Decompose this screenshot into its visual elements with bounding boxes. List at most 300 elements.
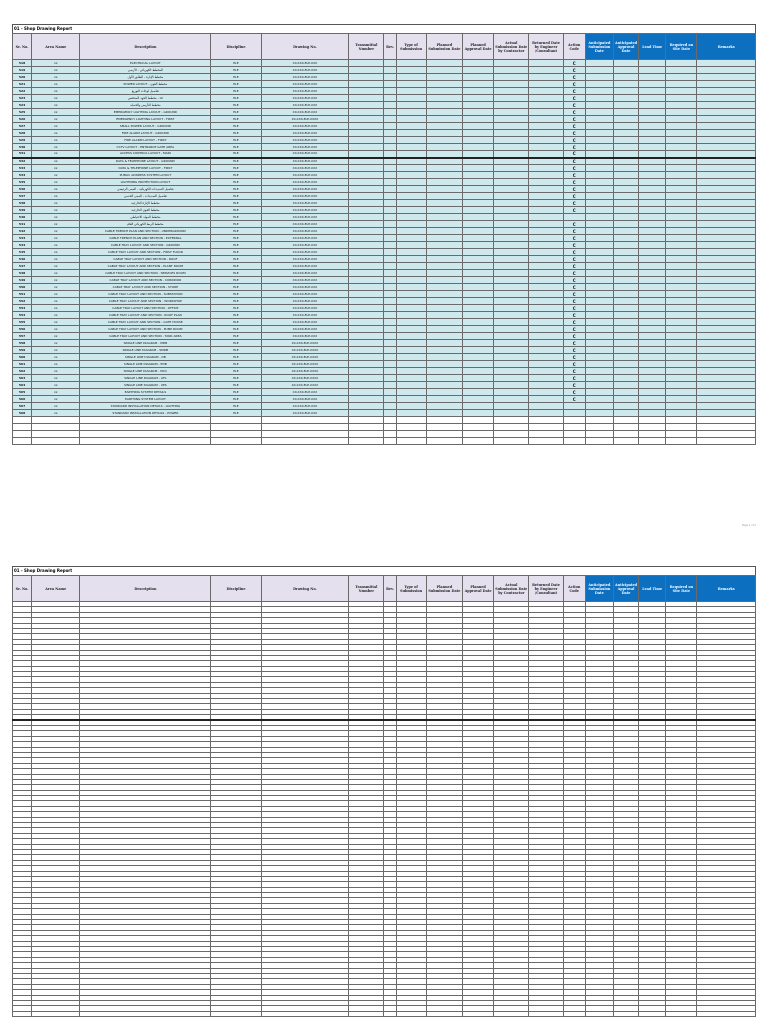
cell-asub[interactable] (494, 137, 529, 144)
cell-papp[interactable] (462, 263, 493, 270)
cell-dwg[interactable] (261, 417, 349, 424)
cell-type[interactable] (396, 347, 426, 354)
cell-papp[interactable] (462, 326, 493, 333)
cell-psub[interactable] (426, 67, 462, 74)
cell-rem[interactable] (697, 179, 756, 186)
cell-ros[interactable] (666, 389, 697, 396)
cell-rev[interactable] (384, 102, 396, 109)
cell-desc[interactable]: مخطط المولد الاحتياطي (80, 214, 211, 221)
cell-dwg[interactable] (261, 424, 349, 431)
cell-sr[interactable] (13, 431, 32, 438)
cell-code[interactable]: C (563, 263, 585, 270)
cell-trans[interactable] (349, 361, 384, 368)
cell-rem[interactable] (697, 431, 756, 438)
cell-ret[interactable] (529, 60, 563, 67)
cell-aad[interactable] (613, 88, 638, 95)
cell-desc[interactable]: مخطط التأريض والحماية (80, 102, 211, 109)
cell-disc[interactable]: ELE (211, 389, 261, 396)
cell-psub[interactable] (426, 340, 462, 347)
cell-type[interactable] (396, 165, 426, 172)
cell-desc[interactable]: STANDARD INSTALLATION DETAILS - LIGHTING (80, 403, 211, 410)
cell-rev[interactable] (384, 95, 396, 102)
cell-ros[interactable] (666, 102, 697, 109)
cell-asd[interactable] (585, 347, 613, 354)
cell-dwg[interactable]: XX-XXX-ELE-XXX (261, 179, 349, 186)
cell-dwg[interactable]: XX-XXX-ELE-XXX (261, 333, 349, 340)
cell-asd[interactable] (585, 130, 613, 137)
cell-rem[interactable] (697, 298, 756, 305)
cell-asd[interactable] (585, 221, 613, 228)
cell-area[interactable]: xx (32, 389, 80, 396)
cell-psub[interactable] (426, 200, 462, 207)
cell-rem[interactable] (697, 186, 756, 193)
cell-rem[interactable] (697, 305, 756, 312)
cell-papp[interactable] (462, 298, 493, 305)
column-header-lead[interactable]: Lead Time (639, 576, 666, 602)
cell-rem[interactable] (697, 382, 756, 389)
cell-trans[interactable] (349, 375, 384, 382)
cell-area[interactable]: xx (32, 242, 80, 249)
column-header-trans[interactable]: Transmittal Number (349, 34, 384, 60)
cell-papp[interactable] (462, 410, 493, 417)
cell-code[interactable]: C (563, 95, 585, 102)
cell-area[interactable]: xx (32, 347, 80, 354)
cell-ros[interactable] (666, 88, 697, 95)
cell-papp[interactable] (462, 284, 493, 291)
cell-code[interactable]: C (563, 151, 585, 158)
cell-asd[interactable] (585, 382, 613, 389)
cell-code[interactable]: C (563, 74, 585, 81)
cell-code[interactable]: C (563, 347, 585, 354)
cell-type[interactable] (396, 242, 426, 249)
table-row[interactable] (13, 326, 756, 333)
cell-dwg[interactable]: XX-XXX-ELE-XXX (261, 263, 349, 270)
cell-aad[interactable] (613, 284, 638, 291)
cell-aad[interactable] (613, 158, 638, 165)
cell-area[interactable]: xx (32, 137, 80, 144)
cell-dwg[interactable]: XX-XXX-ELE-XXX (261, 60, 349, 67)
cell-desc[interactable]: STANDARD INSTALLATION DETAILS - POWER (80, 410, 211, 417)
cell-asub[interactable] (494, 326, 529, 333)
cell-psub[interactable] (426, 179, 462, 186)
cell-code[interactable] (563, 438, 585, 445)
cell-disc[interactable] (211, 1011, 261, 1016)
cell-area[interactable]: xx (32, 228, 80, 235)
cell-papp[interactable] (462, 221, 493, 228)
cell-ret[interactable] (529, 298, 563, 305)
cell-papp[interactable] (462, 116, 493, 123)
cell-area[interactable]: xx (32, 333, 80, 340)
cell-psub[interactable] (426, 242, 462, 249)
cell-sr[interactable]: 564 (13, 382, 32, 389)
cell-area[interactable]: xx (32, 319, 80, 326)
cell-desc[interactable]: CABLE TRAY LAYOUT AND SECTION - TANK AREA (80, 333, 211, 340)
table-row[interactable] (13, 221, 756, 228)
cell-ret[interactable] (529, 277, 563, 284)
cell-type[interactable] (396, 249, 426, 256)
column-header-area[interactable]: Area Name (32, 34, 80, 60)
cell-desc[interactable]: ACCESS CONTROL LAYOUT - MAIN (80, 151, 211, 158)
cell-ret[interactable] (529, 403, 563, 410)
cell-aad[interactable] (613, 151, 638, 158)
cell-desc[interactable]: CABLE TRAY LAYOUT AND SECTION - ROOF PLAN (80, 312, 211, 319)
cell-ret[interactable] (529, 137, 563, 144)
table-row[interactable] (13, 74, 756, 81)
cell-ret[interactable] (529, 1011, 563, 1016)
cell-aad[interactable] (613, 354, 638, 361)
cell-disc[interactable]: ELE (211, 326, 261, 333)
cell-rem[interactable] (697, 158, 756, 165)
cell-asd[interactable] (585, 424, 613, 431)
cell-trans[interactable] (349, 109, 384, 116)
cell-trans[interactable] (349, 389, 384, 396)
cell-rev[interactable] (384, 424, 396, 431)
cell-ret[interactable] (529, 431, 563, 438)
cell-sr[interactable]: 534 (13, 172, 32, 179)
cell-area[interactable]: xx (32, 403, 80, 410)
column-header-code[interactable]: Action Code (563, 34, 585, 60)
cell-ret[interactable] (529, 333, 563, 340)
cell-ros[interactable] (666, 361, 697, 368)
cell-dwg[interactable]: XX-XXX-ELE-XXX (261, 214, 349, 221)
cell-rev[interactable] (384, 431, 396, 438)
cell-lead[interactable] (639, 347, 666, 354)
cell-asd[interactable] (585, 249, 613, 256)
cell-psub[interactable] (426, 165, 462, 172)
cell-rem[interactable] (697, 81, 756, 88)
cell-lead[interactable] (639, 354, 666, 361)
cell-desc[interactable]: مخطط الربط الكهربائي العام (80, 221, 211, 228)
table-row[interactable] (13, 263, 756, 270)
cell-trans[interactable] (349, 116, 384, 123)
cell-sr[interactable]: 549 (13, 277, 32, 284)
cell-lead[interactable] (639, 207, 666, 214)
cell-trans[interactable] (349, 207, 384, 214)
cell-rev[interactable] (384, 263, 396, 270)
cell-area[interactable]: xx (32, 249, 80, 256)
cell-disc[interactable]: ELE (211, 144, 261, 151)
cell-dwg[interactable]: XX-XXX-ELE-XXX (261, 200, 349, 207)
cell-rev[interactable] (384, 403, 396, 410)
cell-papp[interactable] (462, 81, 493, 88)
cell-asd[interactable] (585, 109, 613, 116)
cell-asub[interactable] (494, 165, 529, 172)
cell-aad[interactable] (613, 382, 638, 389)
cell-type[interactable] (396, 354, 426, 361)
cell-psub[interactable] (426, 151, 462, 158)
cell-asub[interactable] (494, 81, 529, 88)
cell-disc[interactable]: ELE (211, 158, 261, 165)
cell-ros[interactable] (666, 319, 697, 326)
cell-disc[interactable]: ELE (211, 207, 261, 214)
cell-lead[interactable] (639, 431, 666, 438)
cell-desc[interactable] (80, 1011, 211, 1016)
cell-psub[interactable] (426, 228, 462, 235)
table-row[interactable] (13, 109, 756, 116)
cell-psub[interactable] (426, 249, 462, 256)
cell-trans[interactable] (349, 277, 384, 284)
cell-sr[interactable]: 531 (13, 151, 32, 158)
table-row[interactable] (13, 319, 756, 326)
cell-trans[interactable] (349, 137, 384, 144)
table-row[interactable] (13, 151, 756, 158)
cell-disc[interactable]: ELE (211, 249, 261, 256)
cell-ret[interactable] (529, 130, 563, 137)
cell-ros[interactable] (666, 242, 697, 249)
cell-aad[interactable] (613, 375, 638, 382)
column-header-asub[interactable]: Actual Submission Date by Contractor (494, 576, 529, 602)
cell-trans[interactable] (349, 340, 384, 347)
cell-ros[interactable] (666, 270, 697, 277)
cell-trans[interactable] (349, 249, 384, 256)
cell-aad[interactable] (613, 263, 638, 270)
cell-aad[interactable] (613, 130, 638, 137)
cell-trans[interactable] (349, 179, 384, 186)
cell-asub[interactable] (494, 333, 529, 340)
cell-ros[interactable] (666, 60, 697, 67)
cell-trans[interactable] (349, 88, 384, 95)
cell-lead[interactable] (639, 326, 666, 333)
table-row[interactable] (13, 340, 756, 347)
cell-dwg[interactable]: XX-XXX-ELE-XXX (261, 158, 349, 165)
cell-papp[interactable] (462, 382, 493, 389)
cell-aad[interactable] (613, 368, 638, 375)
cell-lead[interactable] (639, 186, 666, 193)
cell-papp[interactable] (462, 102, 493, 109)
column-header-aad[interactable]: Anticipated Approval Date (613, 576, 638, 602)
cell-ret[interactable] (529, 242, 563, 249)
cell-asub[interactable] (494, 319, 529, 326)
cell-rem[interactable] (697, 116, 756, 123)
cell-disc[interactable]: ELE (211, 263, 261, 270)
cell-ros[interactable] (666, 214, 697, 221)
cell-code[interactable]: C (563, 249, 585, 256)
cell-lead[interactable] (639, 249, 666, 256)
cell-rev[interactable] (384, 340, 396, 347)
cell-disc[interactable]: ELE (211, 228, 261, 235)
cell-aad[interactable] (613, 74, 638, 81)
cell-area[interactable]: xx (32, 109, 80, 116)
cell-rem[interactable] (697, 256, 756, 263)
cell-ret[interactable] (529, 193, 563, 200)
cell-type[interactable] (396, 424, 426, 431)
cell-type[interactable] (396, 326, 426, 333)
cell-desc[interactable]: ELECTRICAL LAYOUT (80, 60, 211, 67)
cell-type[interactable] (396, 382, 426, 389)
table-row[interactable] (13, 88, 756, 95)
cell-rev[interactable] (384, 347, 396, 354)
cell-dwg[interactable]: XX-XXX-ELE-XXX (261, 130, 349, 137)
cell-asd[interactable] (585, 417, 613, 424)
cell-asd[interactable] (585, 340, 613, 347)
cell-code[interactable]: C (563, 277, 585, 284)
cell-rev[interactable] (384, 438, 396, 445)
cell-desc[interactable]: CABLE TRAY LAYOUT AND SECTION - OFFICE (80, 305, 211, 312)
cell-ros[interactable] (666, 305, 697, 312)
table-row[interactable] (13, 424, 756, 431)
cell-psub[interactable] (426, 291, 462, 298)
cell-sr[interactable]: 532 (13, 158, 32, 165)
cell-type[interactable] (396, 305, 426, 312)
cell-area[interactable]: xx (32, 312, 80, 319)
cell-disc[interactable] (211, 431, 261, 438)
cell-type[interactable] (396, 270, 426, 277)
cell-psub[interactable] (426, 389, 462, 396)
cell-ret[interactable] (529, 438, 563, 445)
column-header-sr[interactable]: Sr. No. (13, 576, 32, 602)
cell-aad[interactable] (613, 256, 638, 263)
cell-psub[interactable] (426, 417, 462, 424)
table-row[interactable] (13, 235, 756, 242)
cell-psub[interactable] (426, 130, 462, 137)
column-header-trans[interactable]: Transmittal Number (349, 576, 384, 602)
cell-desc[interactable] (80, 431, 211, 438)
cell-desc[interactable]: FIRE ALARM LAYOUT - FIRST (80, 137, 211, 144)
cell-ret[interactable] (529, 95, 563, 102)
cell-sr[interactable]: 518 (13, 60, 32, 67)
cell-asd[interactable] (585, 123, 613, 130)
cell-papp[interactable] (462, 333, 493, 340)
cell-rem[interactable] (697, 123, 756, 130)
cell-disc[interactable]: ELE (211, 270, 261, 277)
cell-rev[interactable] (384, 319, 396, 326)
cell-trans[interactable] (349, 431, 384, 438)
cell-ros[interactable] (666, 137, 697, 144)
cell-ros[interactable] (666, 81, 697, 88)
cell-dwg[interactable]: XX-XXX-ELE-XXXX (261, 361, 349, 368)
cell-disc[interactable]: ELE (211, 137, 261, 144)
cell-rev[interactable] (384, 354, 396, 361)
cell-lead[interactable] (639, 158, 666, 165)
cell-asub[interactable] (494, 375, 529, 382)
cell-desc[interactable]: CABLE TRAY LAYOUT AND SECTION - ROOF (80, 256, 211, 263)
cell-sr[interactable]: 553 (13, 305, 32, 312)
cell-psub[interactable] (426, 116, 462, 123)
cell-rev[interactable] (384, 74, 396, 81)
cell-lead[interactable] (639, 284, 666, 291)
cell-lead[interactable] (639, 228, 666, 235)
cell-type[interactable] (396, 221, 426, 228)
cell-rem[interactable] (697, 144, 756, 151)
column-header-papp[interactable]: Planned Approval Date (462, 34, 493, 60)
cell-lead[interactable] (639, 109, 666, 116)
cell-ros[interactable] (666, 130, 697, 137)
cell-trans[interactable] (349, 368, 384, 375)
table-row[interactable] (13, 165, 756, 172)
cell-psub[interactable] (426, 102, 462, 109)
column-header-disc[interactable]: Discipline (211, 34, 261, 60)
cell-psub[interactable] (426, 375, 462, 382)
cell-psub[interactable] (426, 368, 462, 375)
cell-psub[interactable] (426, 193, 462, 200)
cell-rem[interactable] (697, 263, 756, 270)
table-row[interactable] (13, 242, 756, 249)
cell-trans[interactable] (349, 396, 384, 403)
cell-dwg[interactable]: XX-XXX-ELE-XXX (261, 67, 349, 74)
cell-dwg[interactable]: XX-XXX-ELE-XXX (261, 312, 349, 319)
cell-rem[interactable] (697, 60, 756, 67)
cell-sr[interactable]: 523 (13, 95, 32, 102)
cell-papp[interactable] (462, 151, 493, 158)
column-header-rev[interactable]: Rev. (384, 34, 396, 60)
cell-asd[interactable] (585, 368, 613, 375)
table-row[interactable] (13, 95, 756, 102)
cell-rem[interactable] (697, 137, 756, 144)
cell-type[interactable] (396, 88, 426, 95)
cell-desc[interactable]: CABLE TRAY LAYOUT AND SECTION - GROUND (80, 242, 211, 249)
cell-trans[interactable] (349, 144, 384, 151)
column-header-psub[interactable]: Planned Submission Date (426, 34, 462, 60)
cell-rev[interactable] (384, 123, 396, 130)
cell-psub[interactable] (426, 298, 462, 305)
cell-asd[interactable] (585, 200, 613, 207)
cell-trans[interactable] (349, 382, 384, 389)
cell-code[interactable]: C (563, 193, 585, 200)
cell-asd[interactable] (585, 256, 613, 263)
cell-psub[interactable] (426, 207, 462, 214)
table-row[interactable] (13, 186, 756, 193)
cell-trans[interactable] (349, 305, 384, 312)
cell-papp[interactable] (462, 291, 493, 298)
cell-rev[interactable] (384, 368, 396, 375)
cell-lead[interactable] (639, 116, 666, 123)
cell-code[interactable]: C (563, 368, 585, 375)
cell-trans[interactable] (349, 263, 384, 270)
cell-disc[interactable]: ELE (211, 179, 261, 186)
cell-sr[interactable]: 563 (13, 375, 32, 382)
cell-dwg[interactable]: XX-XXX-ELE-XXX (261, 102, 349, 109)
cell-trans[interactable] (349, 417, 384, 424)
cell-aad[interactable] (613, 137, 638, 144)
cell-code[interactable]: C (563, 60, 585, 67)
cell-code[interactable]: C (563, 123, 585, 130)
cell-type[interactable] (396, 130, 426, 137)
cell-rev[interactable] (384, 326, 396, 333)
table-row[interactable] (13, 81, 756, 88)
cell-type[interactable] (396, 333, 426, 340)
cell-rem[interactable] (697, 326, 756, 333)
cell-psub[interactable] (426, 88, 462, 95)
cell-papp[interactable] (462, 109, 493, 116)
cell-disc[interactable]: ELE (211, 375, 261, 382)
column-header-type[interactable]: Type of Submission (396, 576, 426, 602)
cell-asd[interactable] (585, 207, 613, 214)
cell-lead[interactable] (639, 410, 666, 417)
cell-rev[interactable] (384, 284, 396, 291)
cell-type[interactable] (396, 1011, 426, 1016)
table-row[interactable] (13, 207, 756, 214)
cell-psub[interactable] (426, 109, 462, 116)
cell-dwg[interactable]: XX-XXX-ELE-XXXX (261, 347, 349, 354)
cell-papp[interactable] (462, 172, 493, 179)
cell-lead[interactable] (639, 200, 666, 207)
cell-asub[interactable] (494, 263, 529, 270)
table-row[interactable] (13, 438, 756, 445)
cell-asub[interactable] (494, 179, 529, 186)
cell-ret[interactable] (529, 326, 563, 333)
cell-disc[interactable]: ELE (211, 186, 261, 193)
cell-rev[interactable] (384, 67, 396, 74)
cell-dwg[interactable]: XX-XXX-ELE-XXX (261, 298, 349, 305)
cell-psub[interactable] (426, 438, 462, 445)
cell-code[interactable]: C (563, 396, 585, 403)
column-header-dwg[interactable]: Drawing No. (261, 34, 349, 60)
cell-asub[interactable] (494, 270, 529, 277)
column-header-ret[interactable]: Returned Date by Engineer /Consultant (529, 34, 563, 60)
cell-psub[interactable] (426, 361, 462, 368)
cell-trans[interactable] (349, 228, 384, 235)
column-header-area[interactable]: Area Name (32, 576, 80, 602)
